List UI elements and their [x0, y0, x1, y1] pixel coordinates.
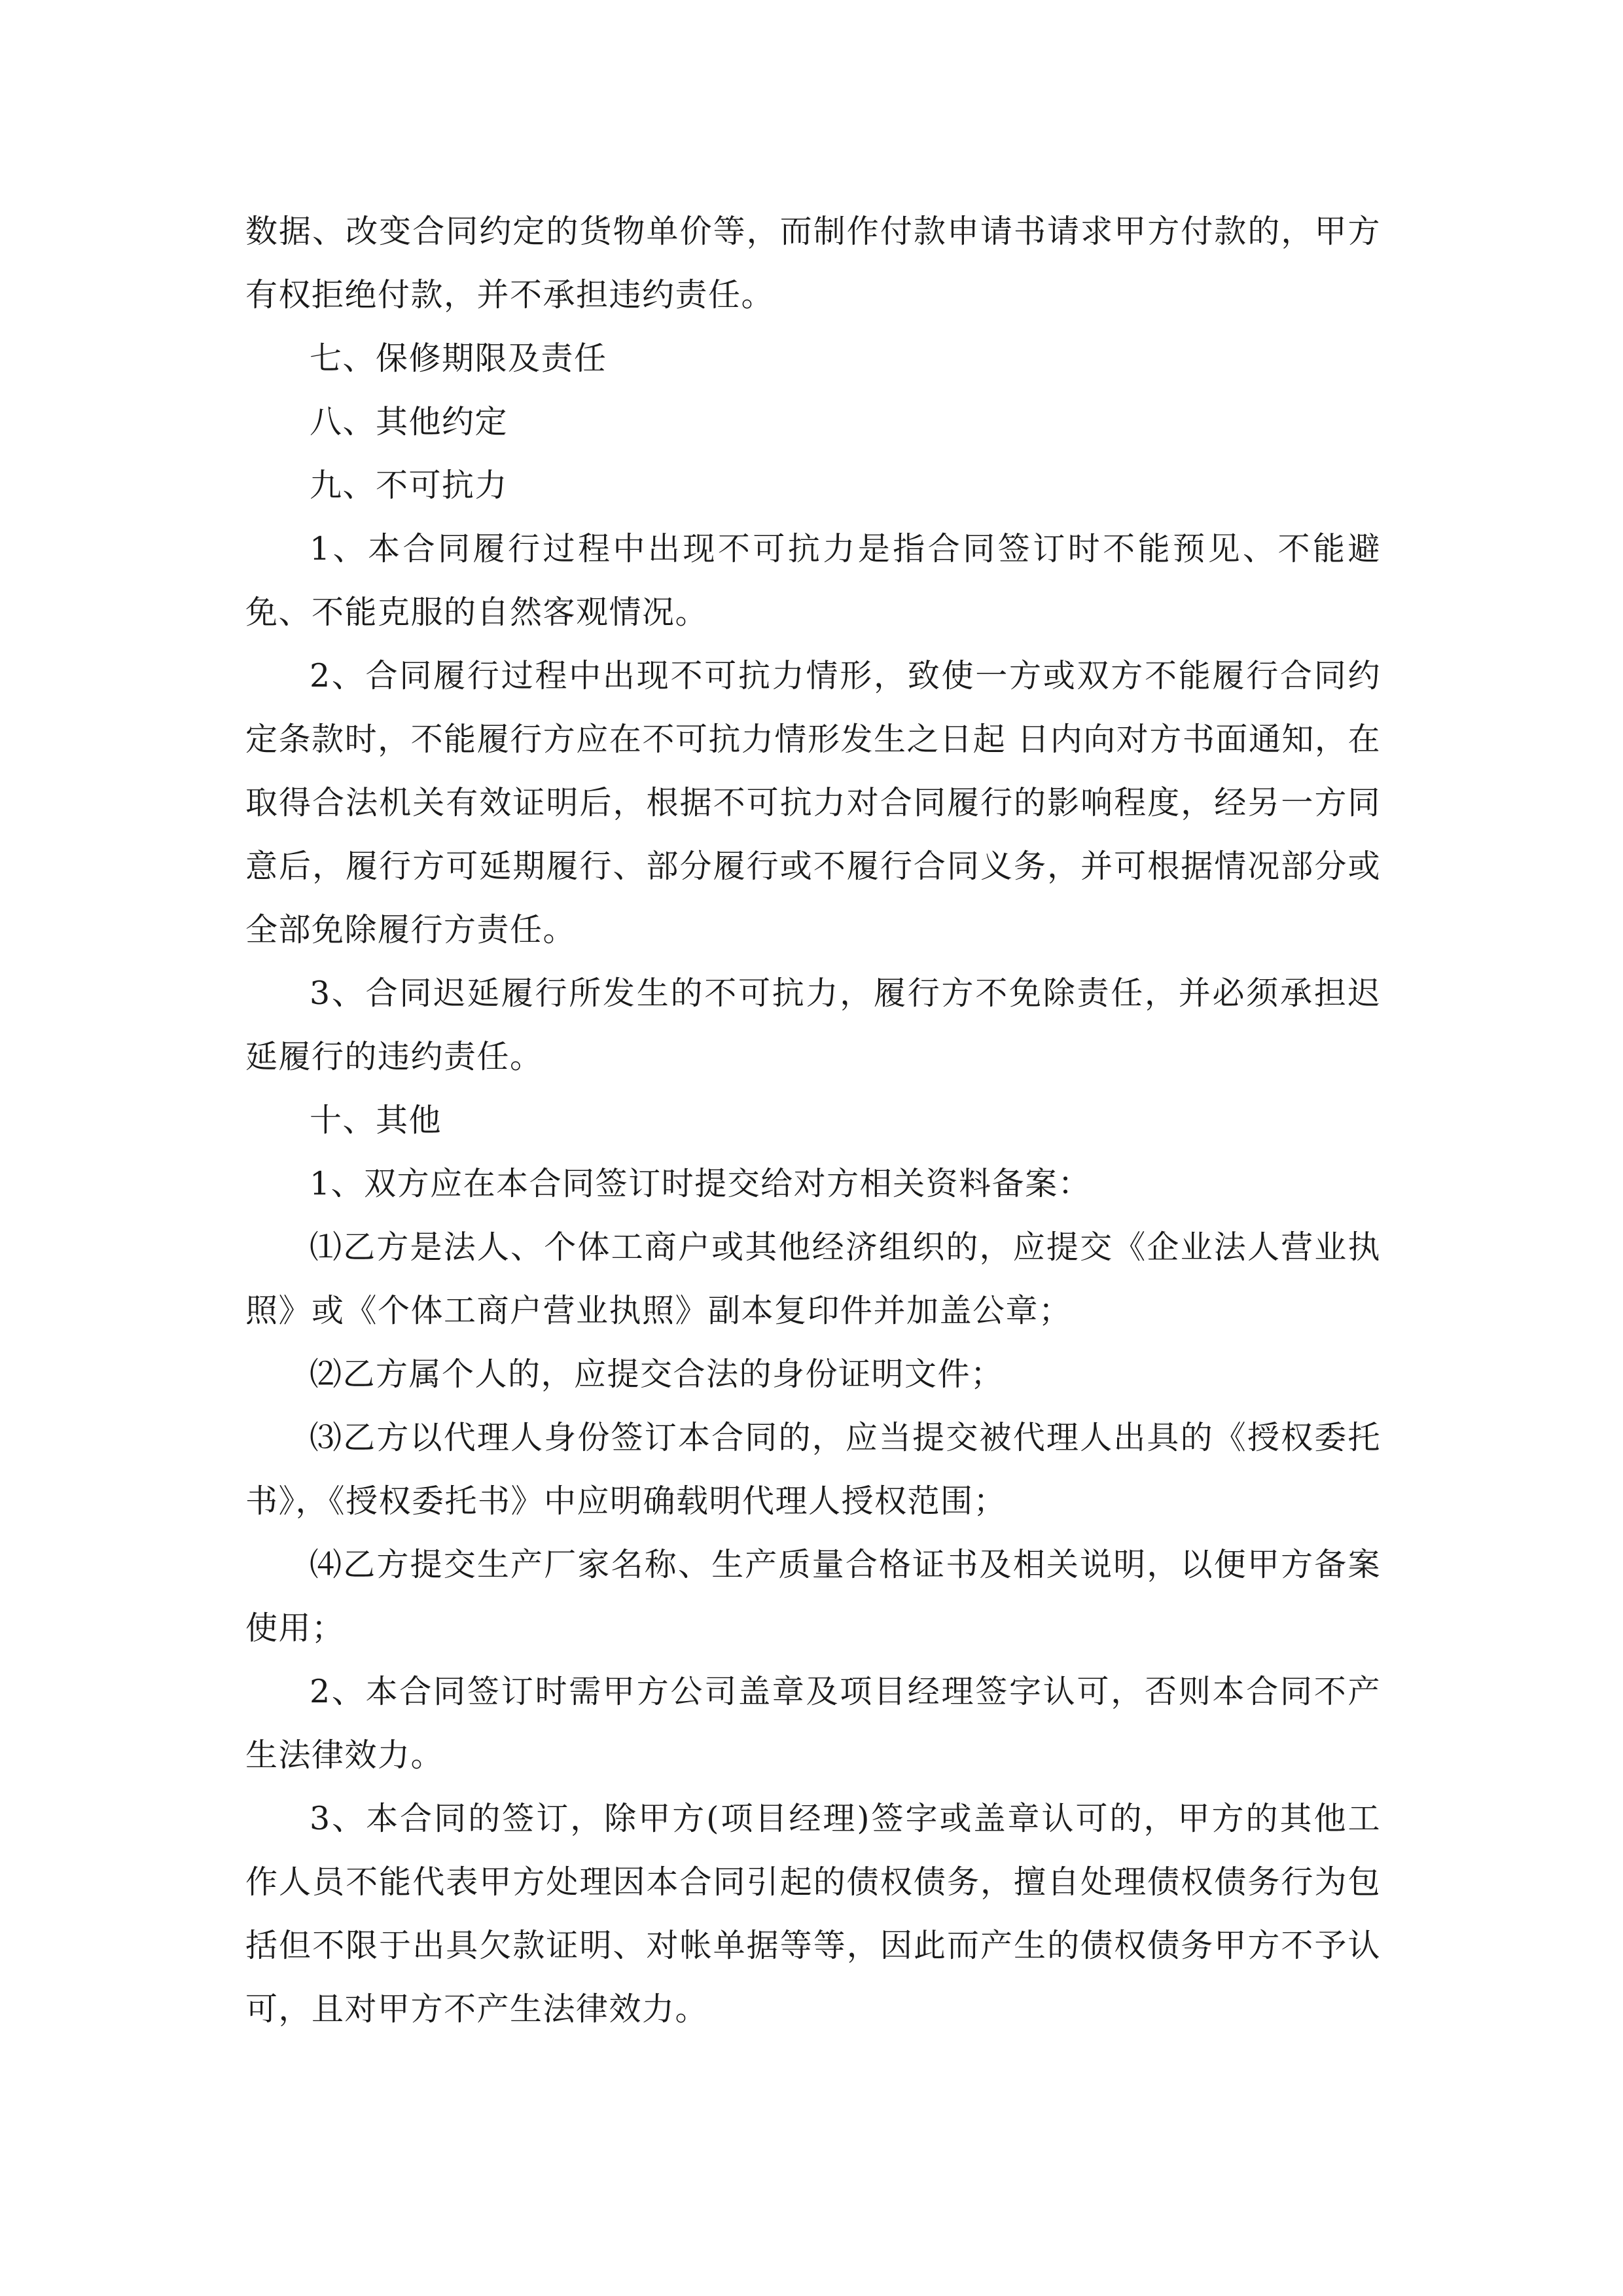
paragraph-other-1-item-3: ⑶乙方以代理人身份签订本合同的，应当提交被代理人出具的《授权委托书》，《授权委托书》中应明确载明代理人授权范围；: [245, 1419, 1381, 1520]
paragraph-other-1-item-4: ⑷乙方提交生产厂家名称、生产质量合格证书及相关说明，以便甲方备案使用；: [245, 1546, 1381, 1647]
paragraph-other-3: 3、本合同的签订，除甲方(项目经理)签字或盖章认可的，甲方的其他工作人员不能代表甲方处理因本合同引起的债权债务，擅自处理债权债务行为包括但不限于出具欠款证明、对帐单据等等，因此而产生的债权债务甲方不予认可，且对甲方不产生法律效力。: [245, 1800, 1381, 2028]
paragraph-payment-refusal: 数据、改变合同约定的货物单价等，而制作付款申请书请求甲方付款的，甲方有权拒绝付款，并不承担违约责任。: [245, 213, 1381, 314]
heading-other: 十、其他: [310, 1102, 442, 1139]
paragraph-other-1: 1、双方应在本合同签订时提交给对方相关资料备案：: [310, 1165, 1092, 1202]
document-page: [245, 200, 1381, 2041]
heading-warranty: 七、保修期限及责任: [310, 340, 607, 377]
heading-other-agreements: 八、其他约定: [310, 403, 508, 440]
paragraph-other-1-item-1: ⑴乙方是法人、个体工商户或其他经济组织的，应提交《企业法人营业执照》或《个体工商户营业执照》副本复印件并加盖公章；: [245, 1229, 1381, 1329]
paragraph-force-majeure-2: 2、合同履行过程中出现不可抗力情形，致使一方或双方不能履行合同约定条款时，不能履行方应在不可抗力情形发生之日起 日内向对方书面通知，在取得合法机关有效证明后，根据不可抗力对合同履行的影响程度，经另一方同意后，履行方可延期履行、部分履行或不履行合同义务，并可根据情况部分或全部免除履行方责任。: [245, 657, 1381, 948]
paragraph-other-2: 2、本合同签订时需甲方公司盖章及项目经理签字认可，否则本合同不产生法律效力。: [245, 1673, 1381, 1774]
paragraph-other-1-item-2: ⑵乙方属个人的，应提交合法的身份证明文件；: [310, 1355, 1004, 1393]
paragraph-force-majeure-3: 3、合同迟延履行所发生的不可抗力，履行方不免除责任，并必须承担迟延履行的违约责任。: [245, 975, 1381, 1075]
paragraph-force-majeure-1: 1、本合同履行过程中出现不可抗力是指合同签订时不能预见、不能避免、不能克服的自然客观情况。: [245, 530, 1381, 631]
heading-force-majeure: 九、不可抗力: [310, 467, 508, 504]
